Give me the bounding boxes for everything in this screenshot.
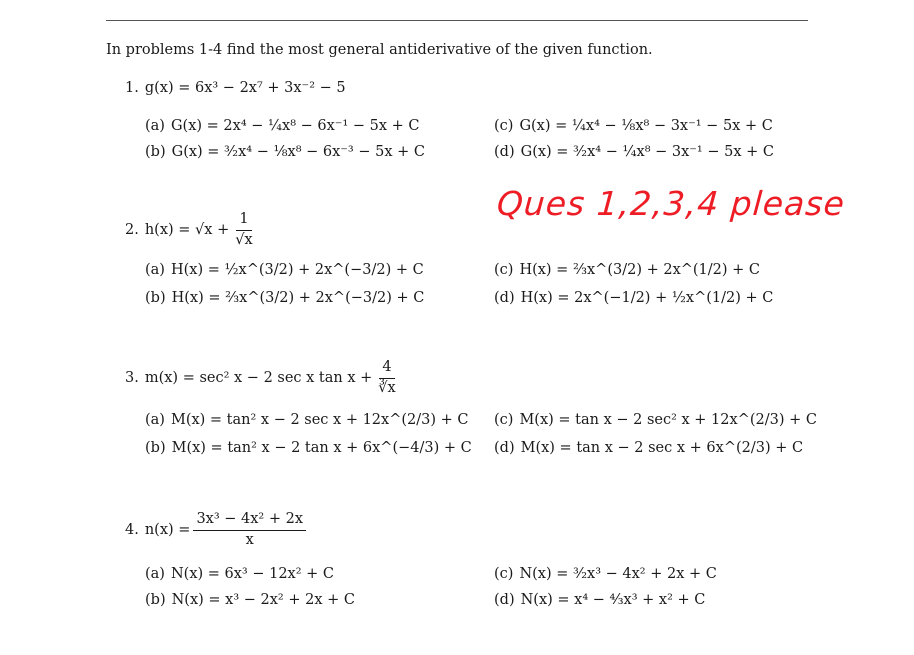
choice-expression: N(x) = 6x³ − 12x² + C (170, 566, 335, 582)
problem-number: 1. (125, 80, 139, 96)
problem-function-prefix: m(x) = sec² x − 2 sec x tan x + (144, 370, 373, 387)
problem-3-stem (125, 360, 402, 397)
choice-expression: N(x) = ³⁄₂x³ − 4x² + 2x + C (519, 566, 717, 582)
fraction-denominator: ∛x (378, 379, 396, 396)
choice-label: (b) (145, 592, 166, 608)
choice-expression: N(x) = x³ − 2x² + 2x + C (171, 592, 355, 608)
problem-1-choice-b[interactable] (145, 144, 425, 160)
problem-2-choice-a[interactable] (145, 262, 424, 278)
handwritten-annotation: Ques 1,2,3,4 please (495, 184, 847, 223)
problem-2-choice-b[interactable] (145, 290, 424, 306)
choice-label: (a) (145, 118, 165, 134)
choice-label: (d) (494, 144, 515, 160)
choice-expression: H(x) = ½x^(3/2) + 2x^(−3/2) + C (170, 262, 424, 278)
problem-4-choice-b[interactable] (145, 592, 355, 608)
problem-function: g(x) = 6x³ − 2x⁷ + 3x⁻² − 5 (144, 80, 346, 96)
choice-label: (b) (145, 440, 166, 456)
problem-number: 4. (125, 522, 139, 539)
problem-fraction (232, 212, 255, 249)
fraction-numerator: 1 (236, 212, 251, 231)
choice-expression: N(x) = x⁴ − ⁴⁄₃x³ + x² + C (520, 592, 706, 608)
problem-1-stem (125, 80, 346, 96)
choice-label: (a) (145, 566, 165, 582)
problem-2-stem (125, 212, 259, 249)
choice-label: (d) (494, 440, 515, 456)
choice-expression: G(x) = ¼x⁴ − ⅛x⁸ − 3x⁻¹ − 5x + C (519, 118, 773, 134)
problem-1-choice-c[interactable] (494, 118, 773, 134)
choice-label: (a) (145, 412, 165, 428)
choice-label: (b) (145, 144, 166, 160)
choice-label: (c) (494, 118, 514, 134)
choice-expression: M(x) = tan² x − 2 tan x + 6x^(−4/3) + C (171, 440, 472, 456)
choice-expression: G(x) = ³⁄₂x⁴ − ⅛x⁸ − 6x⁻³ − 5x + C (171, 144, 425, 160)
problem-3-choice-c[interactable] (494, 412, 817, 428)
problem-2-choice-c[interactable] (494, 262, 760, 278)
problem-function-prefix: h(x) = √x + (144, 222, 230, 239)
fraction-denominator: √x (235, 231, 253, 248)
problem-fraction (193, 512, 306, 549)
problem-2-choice-d[interactable] (494, 290, 773, 306)
top-rule (106, 20, 808, 21)
problem-number: 2. (125, 222, 139, 239)
choice-label: (d) (494, 592, 515, 608)
choice-label: (c) (494, 262, 514, 278)
choice-label: (c) (494, 412, 514, 428)
problem-1-choice-d[interactable] (494, 144, 774, 160)
choice-expression: M(x) = tan x − 2 sec x + 6x^(2/3) + C (520, 440, 804, 456)
problem-fraction (375, 360, 398, 397)
choice-expression: G(x) = 2x⁴ − ¼x⁸ − 6x⁻¹ − 5x + C (170, 118, 420, 134)
choice-expression: H(x) = ⅔x^(3/2) + 2x^(1/2) + C (519, 262, 761, 278)
fraction-numerator: 3x³ − 4x² + 2x (193, 512, 306, 531)
choice-expression: H(x) = ⅔x^(3/2) + 2x^(−3/2) + C (171, 290, 425, 306)
problem-4-choice-d[interactable] (494, 592, 705, 608)
choice-expression: H(x) = 2x^(−1/2) + ½x^(1/2) + C (520, 290, 774, 306)
instructions-text: In problems 1-4 find the most general antiderivative of the given function. (106, 42, 653, 58)
fraction-denominator: x (245, 531, 254, 548)
choice-label: (a) (145, 262, 165, 278)
choice-label: (d) (494, 290, 515, 306)
choice-label: (c) (494, 566, 514, 582)
choice-expression: M(x) = tan x − 2 sec² x + 12x^(2/3) + C (519, 412, 817, 428)
problem-4-choice-c[interactable] (494, 566, 717, 582)
choice-expression: M(x) = tan² x − 2 sec x + 12x^(2/3) + C (170, 412, 469, 428)
problem-function-prefix: n(x) = (144, 522, 191, 539)
problem-4-stem (125, 512, 309, 549)
problem-3-choice-a[interactable] (145, 412, 468, 428)
problem-3-choice-b[interactable] (145, 440, 472, 456)
problem-1-choice-a[interactable] (145, 118, 420, 134)
fraction-numerator: 4 (379, 360, 394, 379)
choice-expression: G(x) = ³⁄₂x⁴ − ¼x⁸ − 3x⁻¹ − 5x + C (520, 144, 774, 160)
problem-number: 3. (125, 370, 139, 387)
choice-label: (b) (145, 290, 166, 306)
problem-4-choice-a[interactable] (145, 566, 334, 582)
problem-3-choice-d[interactable] (494, 440, 803, 456)
